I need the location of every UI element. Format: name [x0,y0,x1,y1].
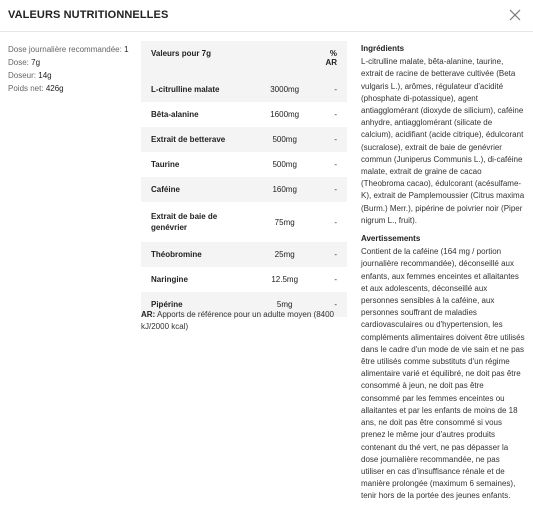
dose-label: Dose journalière recommandée: [8,45,122,54]
table-row [141,127,347,152]
nutrient-name: Extrait de baie de genévrier [141,202,254,242]
net-weight-label: Poids net: [8,84,44,93]
ingredients-text: L-citrulline malate, bêta-alanine, taurine, extrait de racine de betterave cultivée (Beta vulgaris L.), arômes, régulateur d'acidité (phosphate di-potassique), agent antiagglomérant (dioxyde de silicium), caféine anhydre, antiagglomérant (silicate de calcium), acidifiant (acide citrique), édulcorant (sucralose), extrait de baie de genévrier commun (Juniperus Communis L.), di-caféine malate, extrait de graine de cacao (Theobroma cacao), édulcorant (acésulfame-K), extrait de Pamplemoussier (Citrus maxima (Burm.) Merr.), pipérine de poivrier noir (Piper nigrum L., fruit). [361,57,525,225]
serving-label: Dose: [8,58,29,67]
nutrient-ar: - [315,77,347,102]
nutrient-amount: 3000mg [254,77,315,102]
warnings-text: Contient de la caféine (164 mg / portion journalière recommandée), déconseillé aux enfants, aux femmes enceintes et allaitantes et aux adolescents, déconseillé aux personnes sensibles à la caféine, aux personnes souffrant de maladies cardiovasculaires ou d'hypertension, les compléments alimentaires doivent être utilisés dans le cadre d'un mode de vie sain et ne pas être utilisés comme substituts d'un régime alimentaire varié et équilibré, ne doit pas être consommé à jeun, ne doit pas être consommé par les femmes enceintes ou allaitantes et par les enfants de moins de 18 ans, ne doit pas être consommé si vous prenez le même jour d'autres produits contenant du thé vert, ne pas dépasser la dose journalière recommandée, ne pas utiliser en cas d'insuffisance rénale et de manière prolongée (maximum 6 semaines), tenir hors de la portée des jeunes enfants. [361,247,525,501]
ingredients-panel [361,43,525,509]
table-footnote [141,309,347,333]
footnote-label: AR: [141,310,156,319]
nutrient-name: Bêta-alanine [141,102,254,127]
table-row [141,177,347,202]
nutrient-ar: - [315,177,347,202]
ingredients-title: Ingrédients [361,44,405,53]
nutrient-ar: - [315,202,347,242]
nutrient-amount: 12.5mg [254,267,315,292]
nutrient-name: Pipérine [141,292,254,317]
modal-title: VALEURS NUTRITIONNELLES [8,9,169,21]
serving-row [8,56,133,69]
scoop-value: 14g [38,71,52,80]
footnote-text: Apports de référence pour un adulte moyen (8400 kJ/2000 kcal) [141,310,335,331]
nutrient-ar: - [315,102,347,127]
nutrient-amount: 160mg [254,177,315,202]
table-header-row [141,41,347,77]
nutrition-table [141,41,347,317]
nutrient-ar: - [315,127,347,152]
close-icon[interactable] [507,7,523,23]
nutrition-table-wrapper [141,41,347,317]
nutrient-ar: - [315,152,347,177]
nutrient-amount: 500mg [254,127,315,152]
nutrient-amount: 75mg [254,202,315,242]
nutrient-name: Taurine [141,152,254,177]
nutrient-ar: - [315,242,347,267]
dose-row [8,43,133,56]
net-weight-value: 426g [45,84,64,93]
table-row [141,152,347,177]
nutrient-name: Extrait de betterave [141,127,254,152]
modal-header [0,0,533,32]
nutrient-amount: 5mg [254,292,315,317]
table-row [141,202,347,242]
table-row [141,242,347,267]
nutrient-amount: 500mg [254,152,315,177]
nutrient-ar: - [315,267,347,292]
header-name: Valeurs pour 7g [141,41,254,77]
scoop-label: Doseur: [8,71,37,80]
nutrient-ar: - [315,292,347,317]
header-ar-label: AR [325,58,337,67]
header-ar-percent: % [329,49,337,58]
table-row [141,102,347,127]
nutrient-name: Naringine [141,267,254,292]
net-weight-row [8,82,133,95]
nutrient-name: Caféine [141,177,254,202]
dose-value: 1 [124,45,129,54]
nutrient-amount: 1600mg [254,102,315,127]
warnings-title: Avertissements [361,234,421,244]
nutrient-amount: 25mg [254,242,315,267]
header-amount [254,41,315,77]
scoop-row [8,69,133,82]
nutrient-name: Théobromine [141,242,254,267]
serving-value: 7g [31,58,41,67]
header-ar [315,41,347,77]
table-row [141,77,347,102]
product-info [8,43,133,95]
table-row [141,267,347,292]
nutrient-name: L-citrulline malate [141,77,254,102]
